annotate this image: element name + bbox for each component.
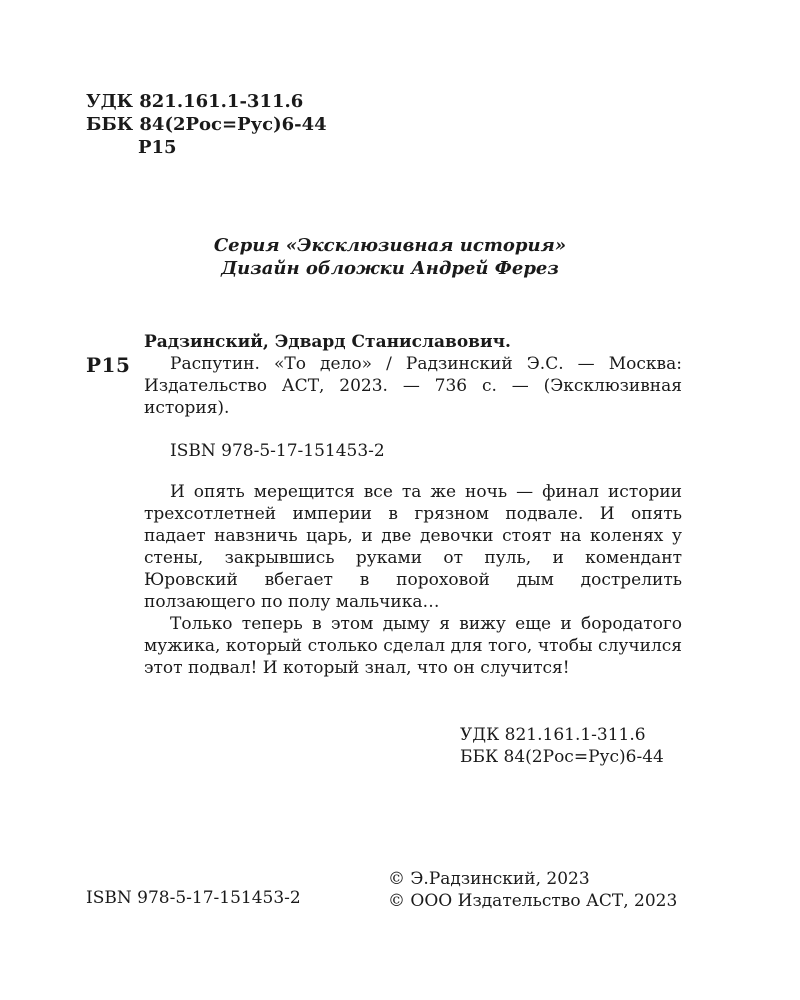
classification-codes-top <box>86 90 327 159</box>
catalog-author-code: Р15 <box>86 353 131 377</box>
copyright-publisher: © ООО Издательство АСТ, 2023 <box>388 891 678 911</box>
author-mark: Р15 <box>138 137 177 158</box>
series-info <box>160 234 620 280</box>
copyright-block <box>388 868 677 912</box>
annotation-paragraph-1: И опять мерещится все та же ночь — финал истории трехсотлетней империи в грязном подвале. И опять падает навзничь царь, и две девочки стоят на коленях у стены, закрывшись руками от пуль, и комендант Юровский вбегает в пороховой дым дострелить ползающего по полу мальчика… <box>144 482 682 612</box>
series-title: Серия «Эксклюзивная история» <box>213 235 567 256</box>
classification-codes-bottom <box>460 724 664 768</box>
cover-designer: Дизайн обложки Андрей Ферез <box>221 258 559 279</box>
catalog-author: Радзинский, Эдвард Станиславович. <box>144 332 511 352</box>
catalog-description: Распутин. «То дело» / Радзинский Э.С. — Москва: Издательство АСТ, 2023. — 736 с. — (Эксклюзивная история). <box>144 354 682 418</box>
annotation-paragraph-2: Только теперь в этом дыму я вижу еще и бородатого мужика, который столько сделал для того, чтобы случился этот подвал! И который знал, что он случится! <box>144 614 682 678</box>
udk-code-bottom: УДК 821.161.1-311.6 <box>460 725 646 745</box>
bbk-code-bottom: ББК 84(2Рос=Рус)6-44 <box>460 747 664 767</box>
isbn-bottom: ISBN 978-5-17-151453-2 <box>86 888 301 908</box>
annotation <box>144 481 682 679</box>
udk-code: УДК 821.161.1-311.6 <box>86 91 304 112</box>
copyright-author: © Э.Радзинский, 2023 <box>388 869 590 889</box>
isbn-record: ISBN 978-5-17-151453-2 <box>170 441 385 461</box>
bibliographic-record <box>144 331 682 419</box>
bbk-code: ББК 84(2Рос=Рус)6-44 <box>86 114 327 135</box>
